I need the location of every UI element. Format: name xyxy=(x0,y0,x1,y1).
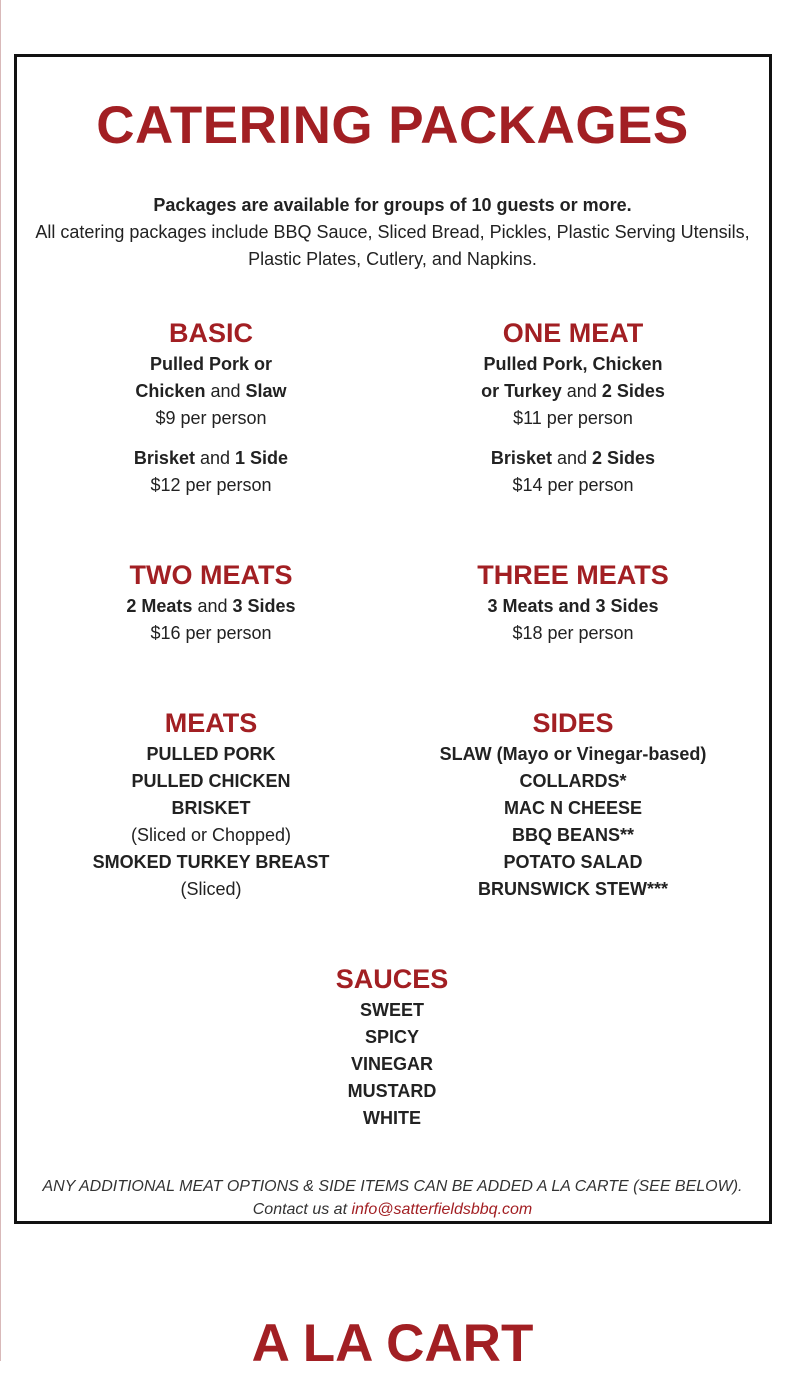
package-price: $16 per person xyxy=(150,623,272,643)
intro-min-guests: Packages are available for groups of 10 guests or more. xyxy=(153,195,632,215)
sides-list xyxy=(393,707,753,903)
contact-label: Contact us at xyxy=(252,1201,348,1218)
package-one-meat xyxy=(393,317,753,499)
package-heading: THREE MEATS xyxy=(477,560,669,590)
package-item: Chicken and Slaw xyxy=(135,381,287,401)
list-item: PULLED PORK xyxy=(146,744,276,764)
package-price: $14 per person xyxy=(512,475,634,495)
intro-includes: All catering packages include BBQ Sauce, Sliced Bread, Pickles, Plastic Serving Utensils, Plastic Plates, Cutlery, and Napkins. xyxy=(35,222,750,269)
a-la-cart-title: A LA CART xyxy=(251,1314,534,1373)
package-price: $12 per person xyxy=(150,475,272,495)
list-item: SLAW (Mayo or Vinegar-based) xyxy=(439,744,707,764)
package-item: Pulled Pork or xyxy=(149,354,273,374)
contact-line xyxy=(0,1198,785,1221)
package-item: Pulled Pork, Chicken xyxy=(483,354,663,374)
footer-note xyxy=(0,1175,785,1221)
list-item: BRUNSWICK STEW*** xyxy=(477,879,668,899)
list-item: SMOKED TURKEY BREAST xyxy=(92,852,330,872)
package-basic xyxy=(31,317,391,499)
package-three-meats xyxy=(393,559,753,647)
package-two-meats xyxy=(31,559,391,647)
meats-heading: MEATS xyxy=(164,708,258,738)
list-item: COLLARDS* xyxy=(519,771,627,791)
list-item: PULLED CHICKEN xyxy=(131,771,291,791)
list-item: BRISKET xyxy=(171,798,251,818)
list-item: MAC N CHEESE xyxy=(503,798,642,818)
list-item-note: (Sliced) xyxy=(180,879,242,899)
sauces-list xyxy=(212,963,572,1132)
sides-heading: SIDES xyxy=(532,708,614,738)
sauces-heading: SAUCES xyxy=(335,964,449,994)
intro xyxy=(20,192,765,273)
meats-list xyxy=(31,707,391,903)
package-heading: ONE MEAT xyxy=(502,318,644,348)
list-item: POTATO SALAD xyxy=(503,852,643,872)
package-item: 3 Meats and 3 Sides xyxy=(487,596,659,616)
list-item-note: (Sliced or Chopped) xyxy=(130,825,292,845)
package-item: Brisket and 2 Sides xyxy=(490,448,656,468)
a-la-carte-note: ANY ADDITIONAL MEAT OPTIONS & SIDE ITEMS CAN BE ADDED A LA CARTE (SEE BELOW). xyxy=(42,1178,743,1195)
package-price: $18 per person xyxy=(512,623,634,643)
list-item: BBQ BEANS** xyxy=(511,825,635,845)
email-link[interactable]: info@satterfieldsbbq.com xyxy=(351,1201,533,1218)
package-price: $9 per person xyxy=(155,408,267,428)
list-item: MUSTARD xyxy=(347,1081,437,1101)
package-heading: BASIC xyxy=(168,318,253,348)
package-item: or Turkey and 2 Sides xyxy=(481,381,665,401)
page-edge-rule xyxy=(0,0,1,1361)
page-title: CATERING PACKAGES xyxy=(96,96,689,155)
package-item: Brisket and 1 Side xyxy=(133,448,289,468)
list-item: VINEGAR xyxy=(350,1054,433,1074)
list-item: SWEET xyxy=(359,1000,424,1020)
package-item: 2 Meats and 3 Sides xyxy=(126,596,296,616)
package-heading: TWO MEATS xyxy=(129,560,293,590)
list-item: WHITE xyxy=(363,1108,421,1128)
list-item: SPICY xyxy=(364,1027,420,1047)
package-price: $11 per person xyxy=(513,408,633,428)
